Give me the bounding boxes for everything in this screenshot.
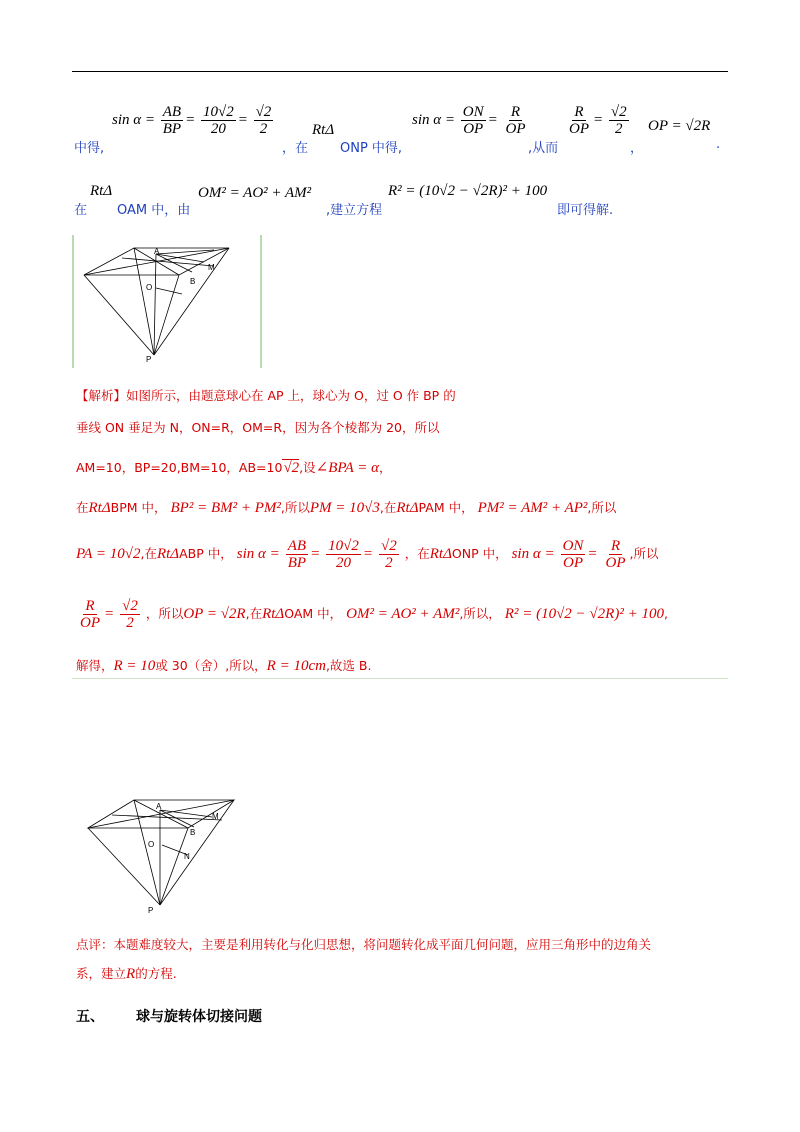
section-title: 球与旋转体切接问题 xyxy=(136,1009,262,1025)
header-rule xyxy=(72,71,728,72)
fig2-label-a: A xyxy=(156,802,162,811)
analysis-line-2: 垂线 ON 垂足为 N，ON=R，OM=R，因为各个棱都为 20，所以 xyxy=(76,420,440,435)
equation-r-op: $\frac{R}{OP}$ = $\frac{√2}{2}$ xyxy=(569,104,627,137)
text-zhongde: 中得, xyxy=(74,141,105,156)
fig1-label-b: B xyxy=(190,277,196,286)
analysis-line-5: PA = 10√2,在RtΔABP 中， sin α = $\frac{AB}{BP}$ = $\frac{10√2}{20}$ = $\frac{√2}{2}$ ，在RtΔONP 中， sin α = $\frac{ON}{OP}$ = $\frac{R}{OP}$ ,所以 xyxy=(76,538,659,571)
fig2-label-b: B xyxy=(190,828,196,837)
rt-triangle-symbol-2: RtΔ xyxy=(90,183,113,199)
text-dot: . xyxy=(716,137,721,152)
analysis-line-6: $\frac{R}{OP}$ = $\frac{√2}{2}$ ，所以OP = √2R,在RtΔOAM 中， OM² = AO² + AM²,所以， R² = (10√2 − √2R)² + 100, xyxy=(80,598,668,631)
fig1-label-o: O xyxy=(146,283,153,292)
equation-r-squared: R² = (10√2 − √2R)² + 100 xyxy=(388,183,548,199)
fig2-label-o: O xyxy=(148,840,155,849)
equation-om: OM² = AO² + AM² xyxy=(198,185,312,201)
fig1-label-m: M xyxy=(208,263,215,272)
analysis-line-3: AM=10，BP=20,BM=10，AB=10√2,设∠BPA = α， xyxy=(76,460,392,476)
equation-sin-on-op: sin α = $\frac{ON}{OP}$ = $\frac{R}{OP}$ xyxy=(412,104,526,137)
fig1-label-a: A xyxy=(154,247,160,256)
fig2-label-p: P xyxy=(148,906,154,915)
text-end: 即可得解. xyxy=(557,203,614,218)
analysis-line-4: 在RtΔBPM 中， BP² = BM² + PM²,所以PM = 10√3,在RtΔPAM 中， PM² = AM² + AP²,所以 xyxy=(76,500,617,516)
fig2-label-n: N xyxy=(184,852,190,861)
section-number: 五、 xyxy=(76,1009,104,1025)
text-zai-2: 在 xyxy=(74,203,88,218)
comment-line-2: 系，建立R的方程. xyxy=(76,966,177,982)
equation-sin-ab-bp: sin α = $\frac{AB}{BP}$ = $\frac{10√2}{20}$ = $\frac{√2}{2}$ xyxy=(112,104,272,137)
text-comma: ， xyxy=(630,141,644,156)
equation-op: OP = √2R xyxy=(648,118,711,134)
figure-2 xyxy=(82,795,252,925)
fig2-label-m: M xyxy=(212,812,219,821)
analysis-line-7: 解得，R = 10或 30（舍）,所以，R = 10cm,故选 B. xyxy=(76,658,372,674)
fig1-label-p: P xyxy=(146,355,152,364)
text-zai: ，在 xyxy=(282,141,309,156)
text-onp: ONP 中得, xyxy=(340,141,403,156)
analysis-line-1: 【解析】如图所示，由题意球心在 AP 上，球心为 O，过 O 作 BP 的 xyxy=(76,388,456,403)
comment-line-1: 点评：本题难度较大，主要是利用转化与化归思想，将问题转化成平面几何问题，应用三角形中的边角关 xyxy=(76,937,652,952)
text-build: ,建立方程 xyxy=(326,203,383,218)
text-conger: ,从而 xyxy=(528,141,559,156)
figure-1 xyxy=(74,240,260,368)
rt-triangle-symbol: RtΔ xyxy=(312,122,335,138)
text-oam: OAM 中，由 xyxy=(117,203,191,218)
